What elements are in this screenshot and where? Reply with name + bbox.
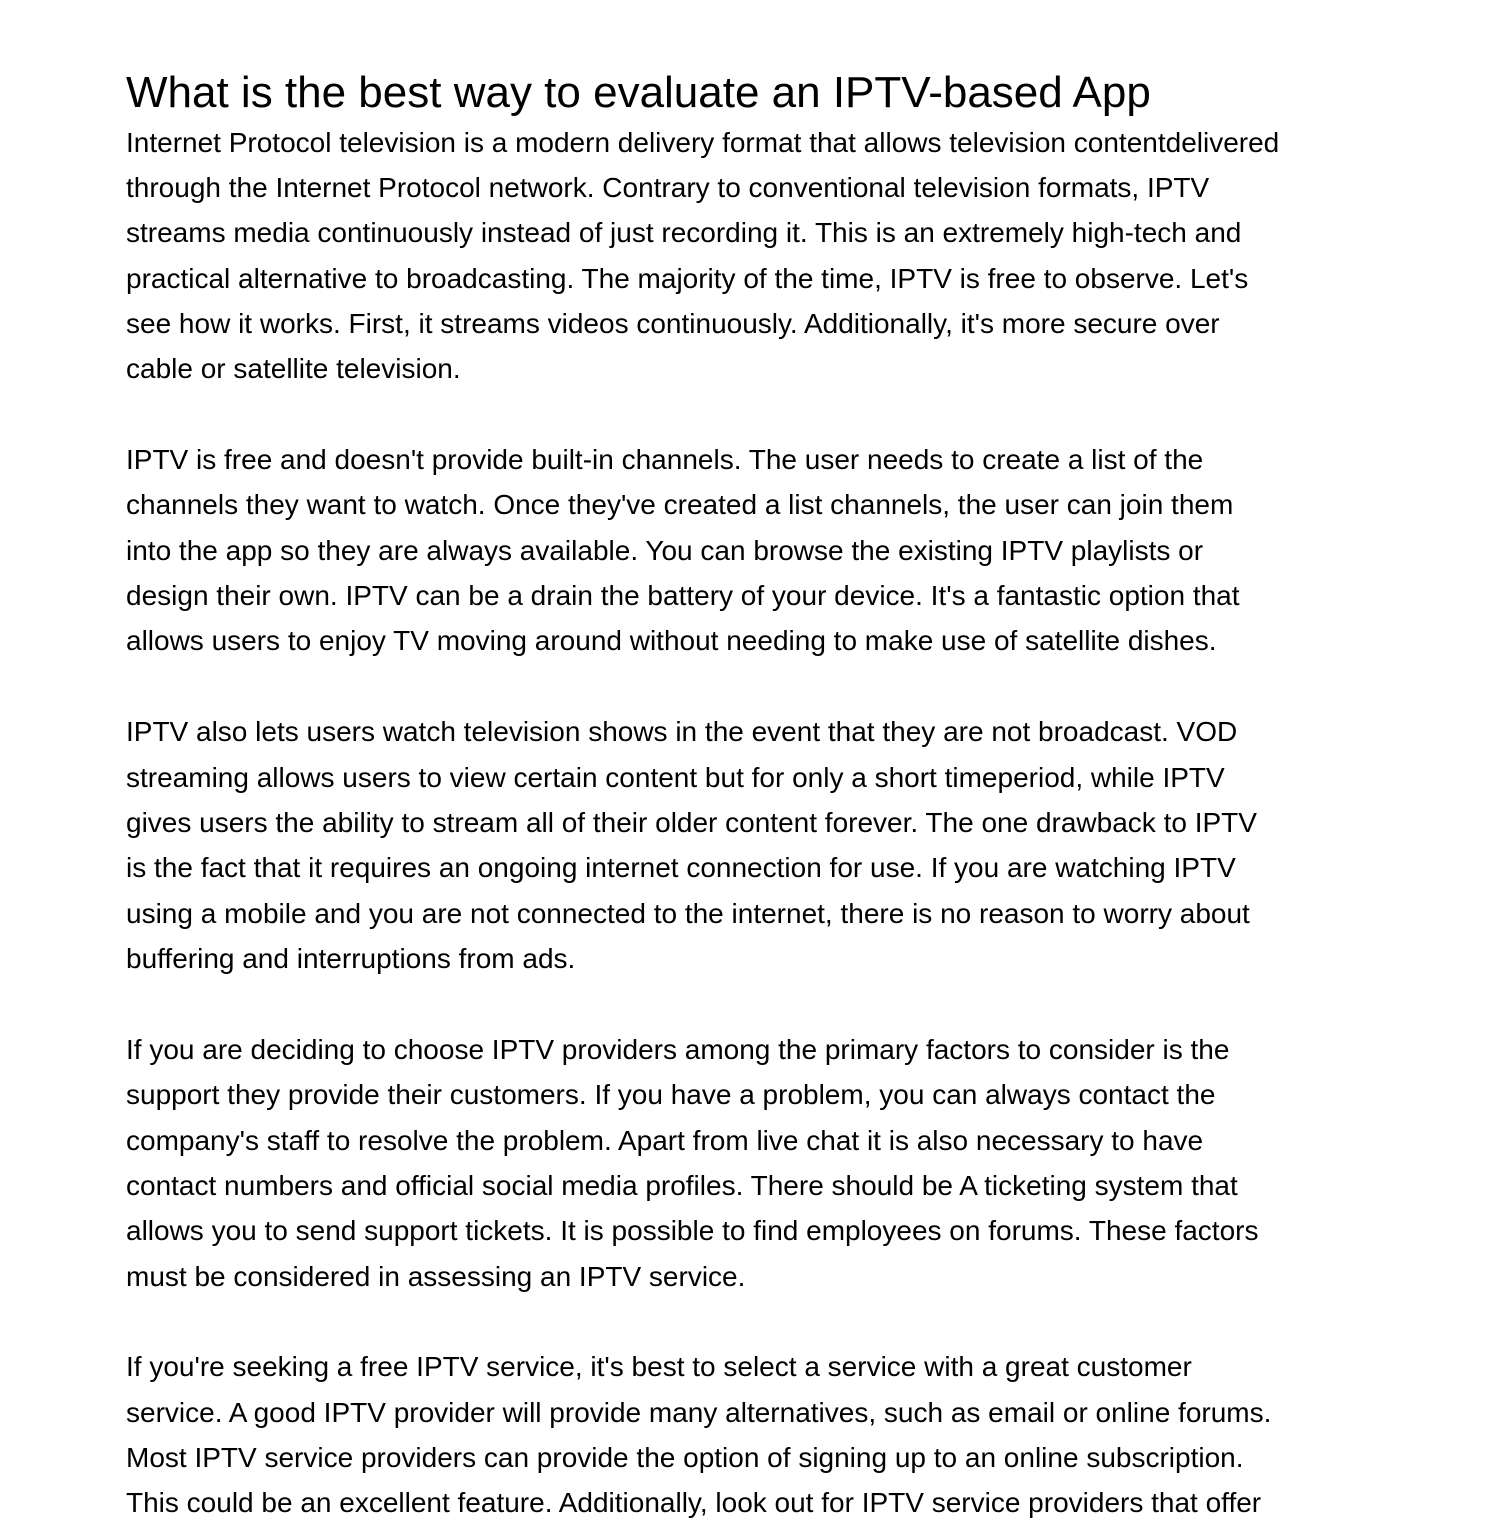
paragraph-3-line-2: streaming allows users to view certain content but for only a short timeperiod, while IPTV [126,762,1225,793]
paragraph-5-line-1: If you're seeking a free IPTV service, it's best to select a service with a great customer [126,1351,1192,1382]
paragraph-4-line-1: If you are deciding to choose IPTV providers among the primary factors to consider is the [126,1034,1230,1065]
document-title: What is the best way to evaluate an IPTV-based App [126,68,1151,117]
paragraph-3-line-4: is the fact that it requires an ongoing internet connection for use. If you are watching IPTV [126,852,1236,883]
paragraph-4-line-6: must be considered in assessing an IPTV service. [126,1261,746,1292]
paragraph-3-line-5: using a mobile and you are not connected to the internet, there is no reason to worry about [126,898,1250,929]
paragraph-1-line-6: cable or satellite television. [126,353,461,384]
paragraph-5-line-3: Most IPTV service providers can provide the option of signing up to an online subscription. [126,1442,1244,1473]
paragraph-3-line-3: gives users the ability to stream all of their older content forever. The one drawback to IPTV [126,807,1257,838]
paragraph-3-line-1: IPTV also lets users watch television shows in the event that they are not broadcast. VOD [126,716,1238,747]
paragraph-2-line-2: channels they want to watch. Once they've created a list channels, the user can join them [126,489,1234,520]
paragraph-1-line-5: see how it works. First, it streams videos continuously. Additionally, it's more secure over [126,308,1220,339]
paragraph-1-line-4: practical alternative to broadcasting. The majority of the time, IPTV is free to observe. Let's [126,263,1249,294]
paragraph-2-line-3: into the app so they are always available. You can browse the existing IPTV playlists or [126,535,1204,566]
paragraph-4-line-3: company's staff to resolve the problem. Apart from live chat it is also necessary to have [126,1125,1204,1156]
paragraph-4-line-2: support they provide their customers. If you have a problem, you can always contact the [126,1079,1216,1110]
paragraph-2-line-4: design their own. IPTV can be a drain the battery of your device. It's a fantastic option that [126,580,1240,611]
paragraph-2-line-1: IPTV is free and doesn't provide built-in channels. The user needs to create a list of the [126,444,1204,475]
paragraph-5-line-2: service. A good IPTV provider will provide many alternatives, such as email or online forums. [126,1397,1272,1428]
paragraph-2-line-5: allows users to enjoy TV moving around without needing to make use of satellite dishes. [126,625,1217,656]
paragraph-5-line-4: This could be an excellent feature. Additionally, look out for IPTV service providers that offer [126,1487,1262,1518]
paragraph-1-line-2: through the Internet Protocol network. Contrary to conventional television formats, IPTV [126,172,1210,203]
paragraph-4-line-5: allows you to send support tickets. It is possible to find employees on forums. These factors [126,1215,1259,1246]
paragraph-4-line-4: contact numbers and official social media profiles. There should be A ticketing system that [126,1170,1238,1201]
paragraph-1-line-1: Internet Protocol television is a modern delivery format that allows television contentdelivered [126,127,1280,158]
paragraph-3-line-6: buffering and interruptions from ads. [126,943,576,974]
paragraph-1-line-3: streams media continuously instead of just recording it. This is an extremely high-tech and [126,217,1242,248]
